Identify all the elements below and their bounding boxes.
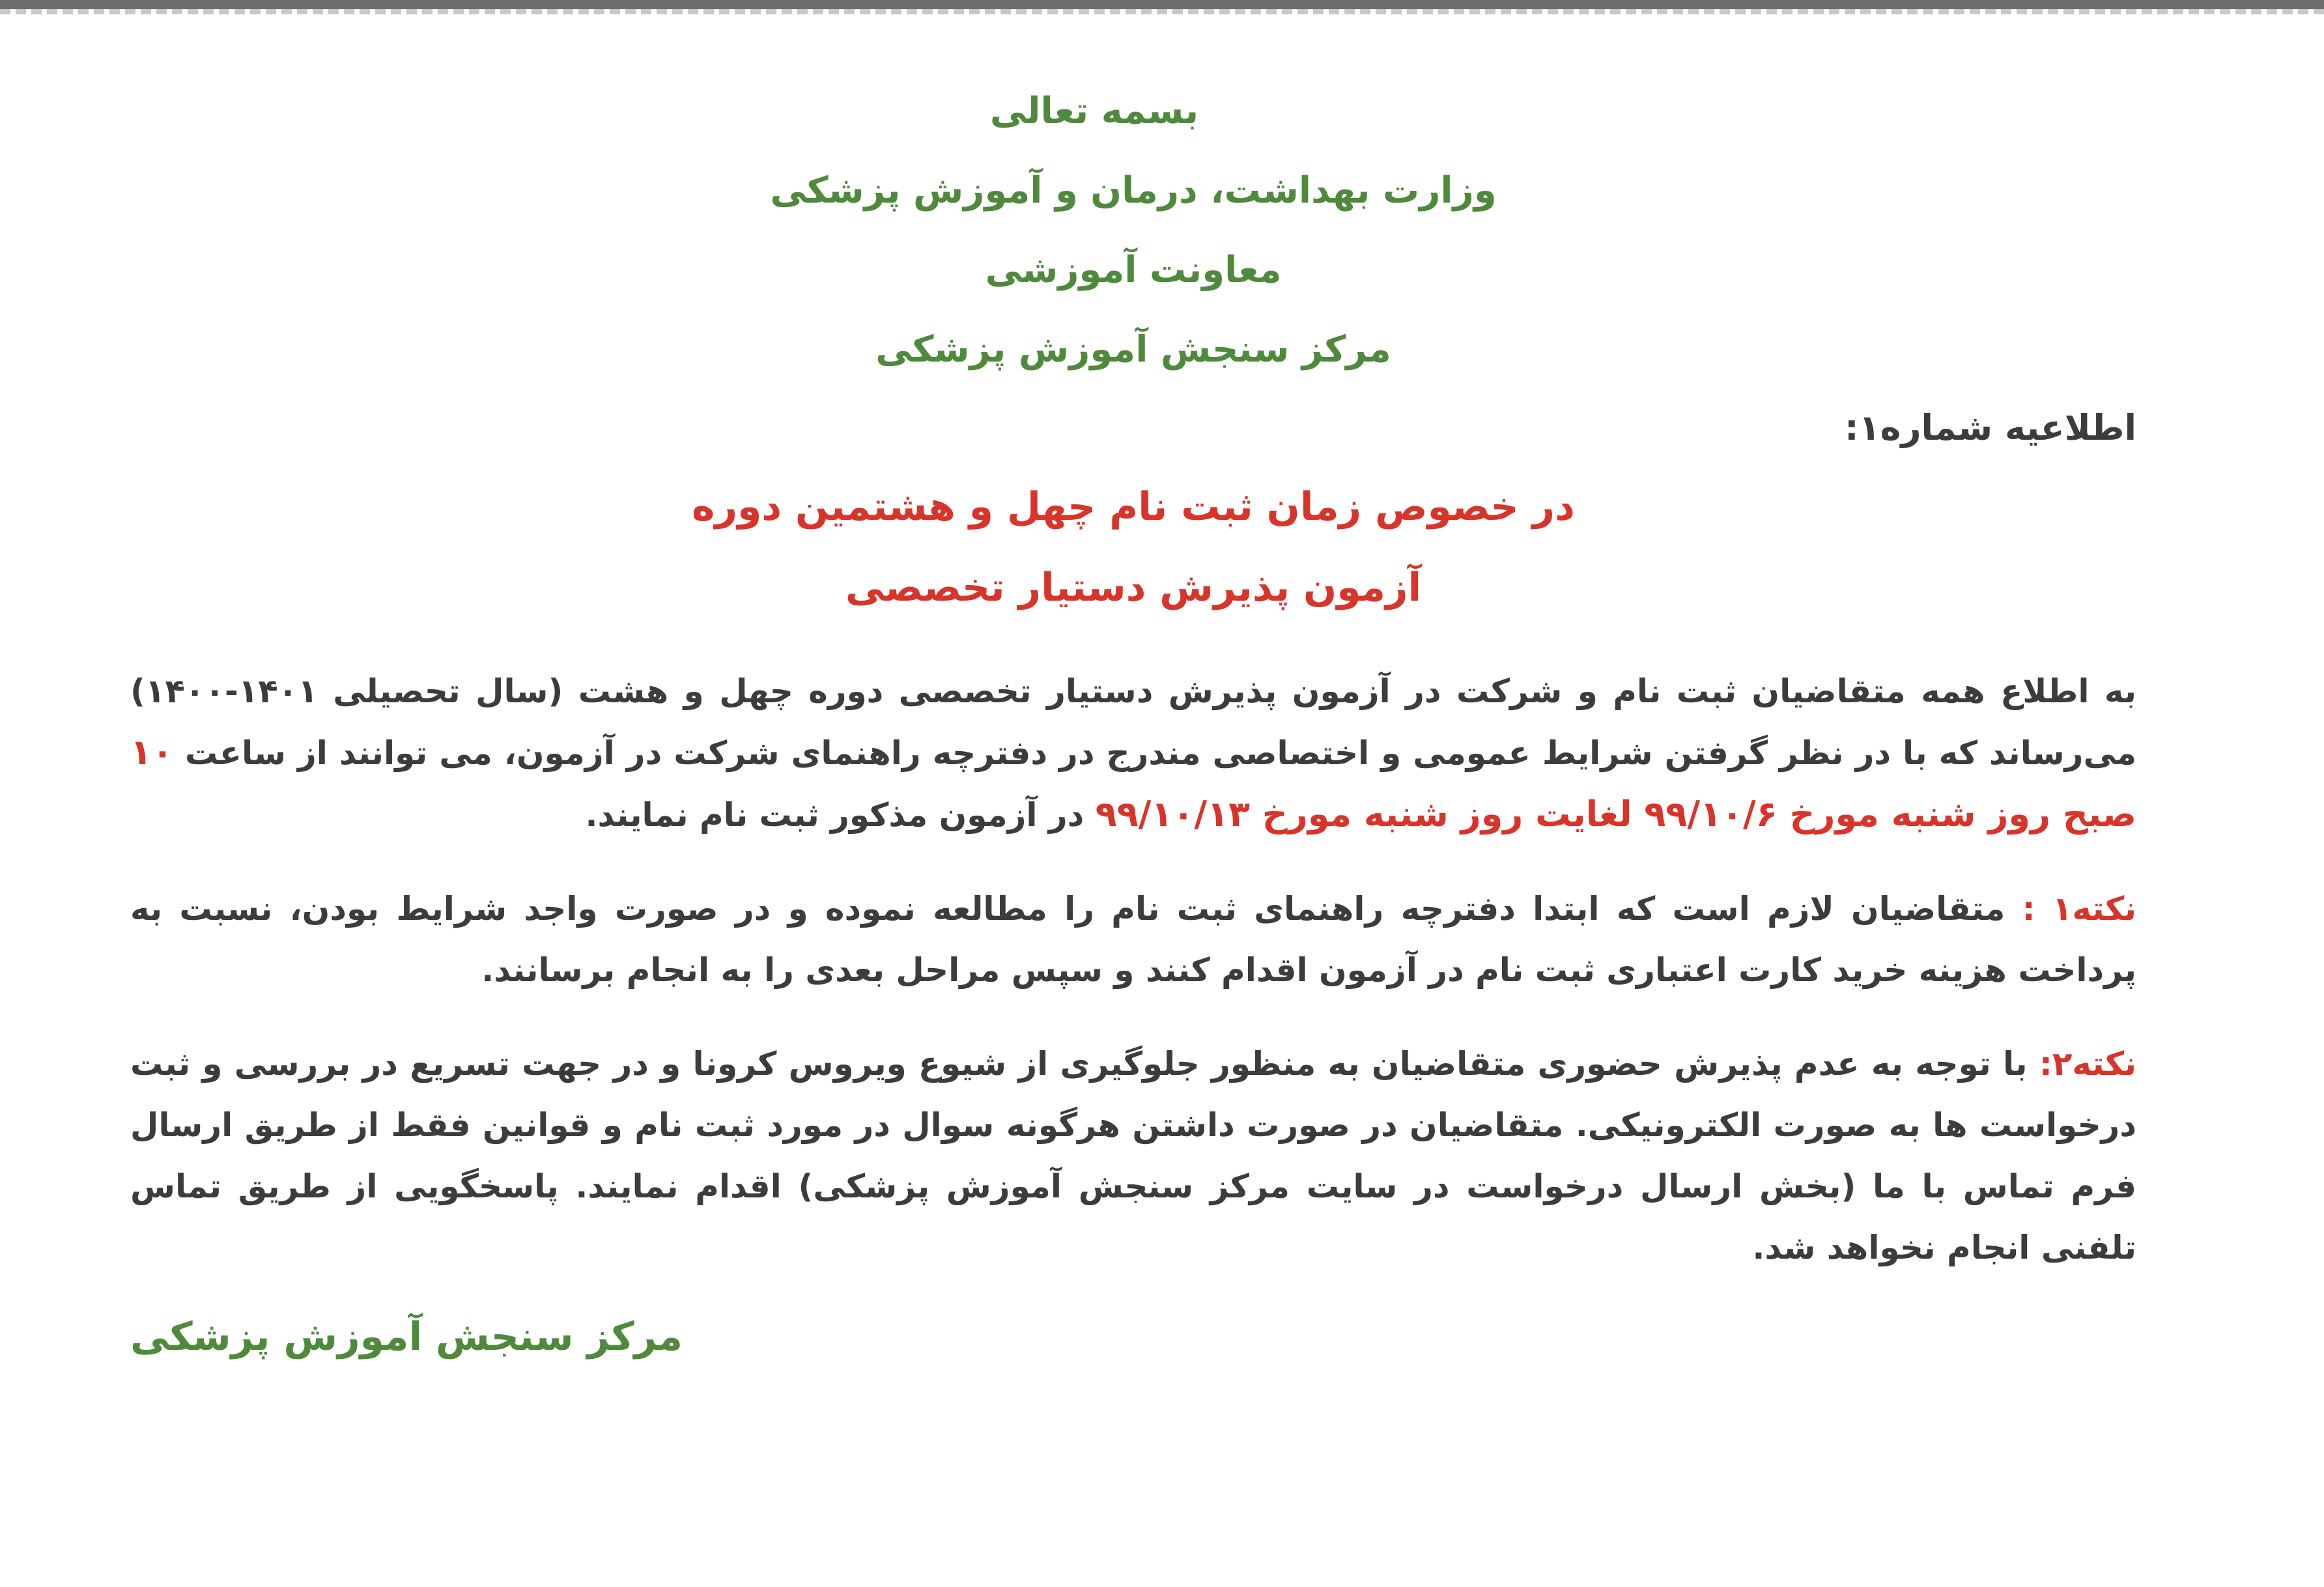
notice-title-line-2: آزمون پذیرش دستیار تخصصی [845, 565, 1422, 610]
registration-dates-highlight: ۱۰ صبح روز شنبه مورخ ۹۹/۱۰/۶ لغایت روز شنبه مورخ ۹۹/۱۰/۱۳ [130, 732, 2136, 835]
signature: مرکز سنجش آموزش پزشکی [130, 1314, 683, 1360]
note-1-paragraph [130, 878, 2136, 1001]
dashed-separator [0, 9, 2324, 14]
note-1-text: متقاضیان لازم است که ابتدا دفترچه راهنمای ثبت نام را مطالعه نموده و در صورت واجد شرایط بودن، نسبت به پرداخت هزینه خرید کارت اعتباری ثبت نام در آزمون اقدام کنند و سپس مراحل بعدی را به انجام برسانند. [130, 890, 2136, 989]
notice-number: اطلاعیه شماره۱: [1845, 407, 2136, 448]
center-heading: مرکز سنجش آموزش پزشکی [875, 328, 1391, 371]
intro-paragraph [130, 661, 2136, 846]
note-1-label: نکته۱ : [2022, 890, 2136, 928]
intro-text: به اطلاع همه متقاضیان ثبت نام و شرکت در آزمون پذیرش دستیار تخصصی دوره چهل و هشت (سال تحصیلی ۱۴۰۱-۱۴۰۰) می‌رساند که با در نظر گرفتن شرایط عمومی و اختصاصی مندرج در دفترچه راهنمای شرکت در آزمون، می توانند از ساعت [130, 672, 2136, 772]
note-2-text: با توجه به عدم پذیرش حضوری متقاضیان به منظور جلوگیری از شیوع ویروس کرونا و در جهت تسریع در بررسی و ثبت درخواست ها به صورت الکترونیکی. متقاضیان در صورت داشتن هرگونه سوال در مورد ثبت نام و قوانین فقط از طریق ارسال فرم تماس با ما (بخش ارسال درخواست در سایت مرکز سنجش آموزش پزشکی) اقدام نمایند. پاسخگویی از طریق تماس تلفنی انجام نخواهد شد. [130, 1045, 2136, 1266]
notice-document [130, 72, 2136, 1376]
note-2-label: نکته۲: [2039, 1045, 2136, 1083]
ministry-heading: وزارت بهداشت، درمان و آموزش پزشکی [770, 169, 1497, 212]
note-2-paragraph [130, 1033, 2136, 1278]
deputy-heading: معاونت آموزشی [985, 249, 1282, 291]
basmala-heading: بسمه تعالی [989, 90, 1199, 132]
top-border [0, 0, 2324, 9]
intro-text-end: در آزمون مذکور ثبت نام نمایند. [585, 796, 1084, 834]
notice-title-line-1: در خصوص زمان ثبت نام چهل و هشتمین دوره [692, 484, 1575, 530]
